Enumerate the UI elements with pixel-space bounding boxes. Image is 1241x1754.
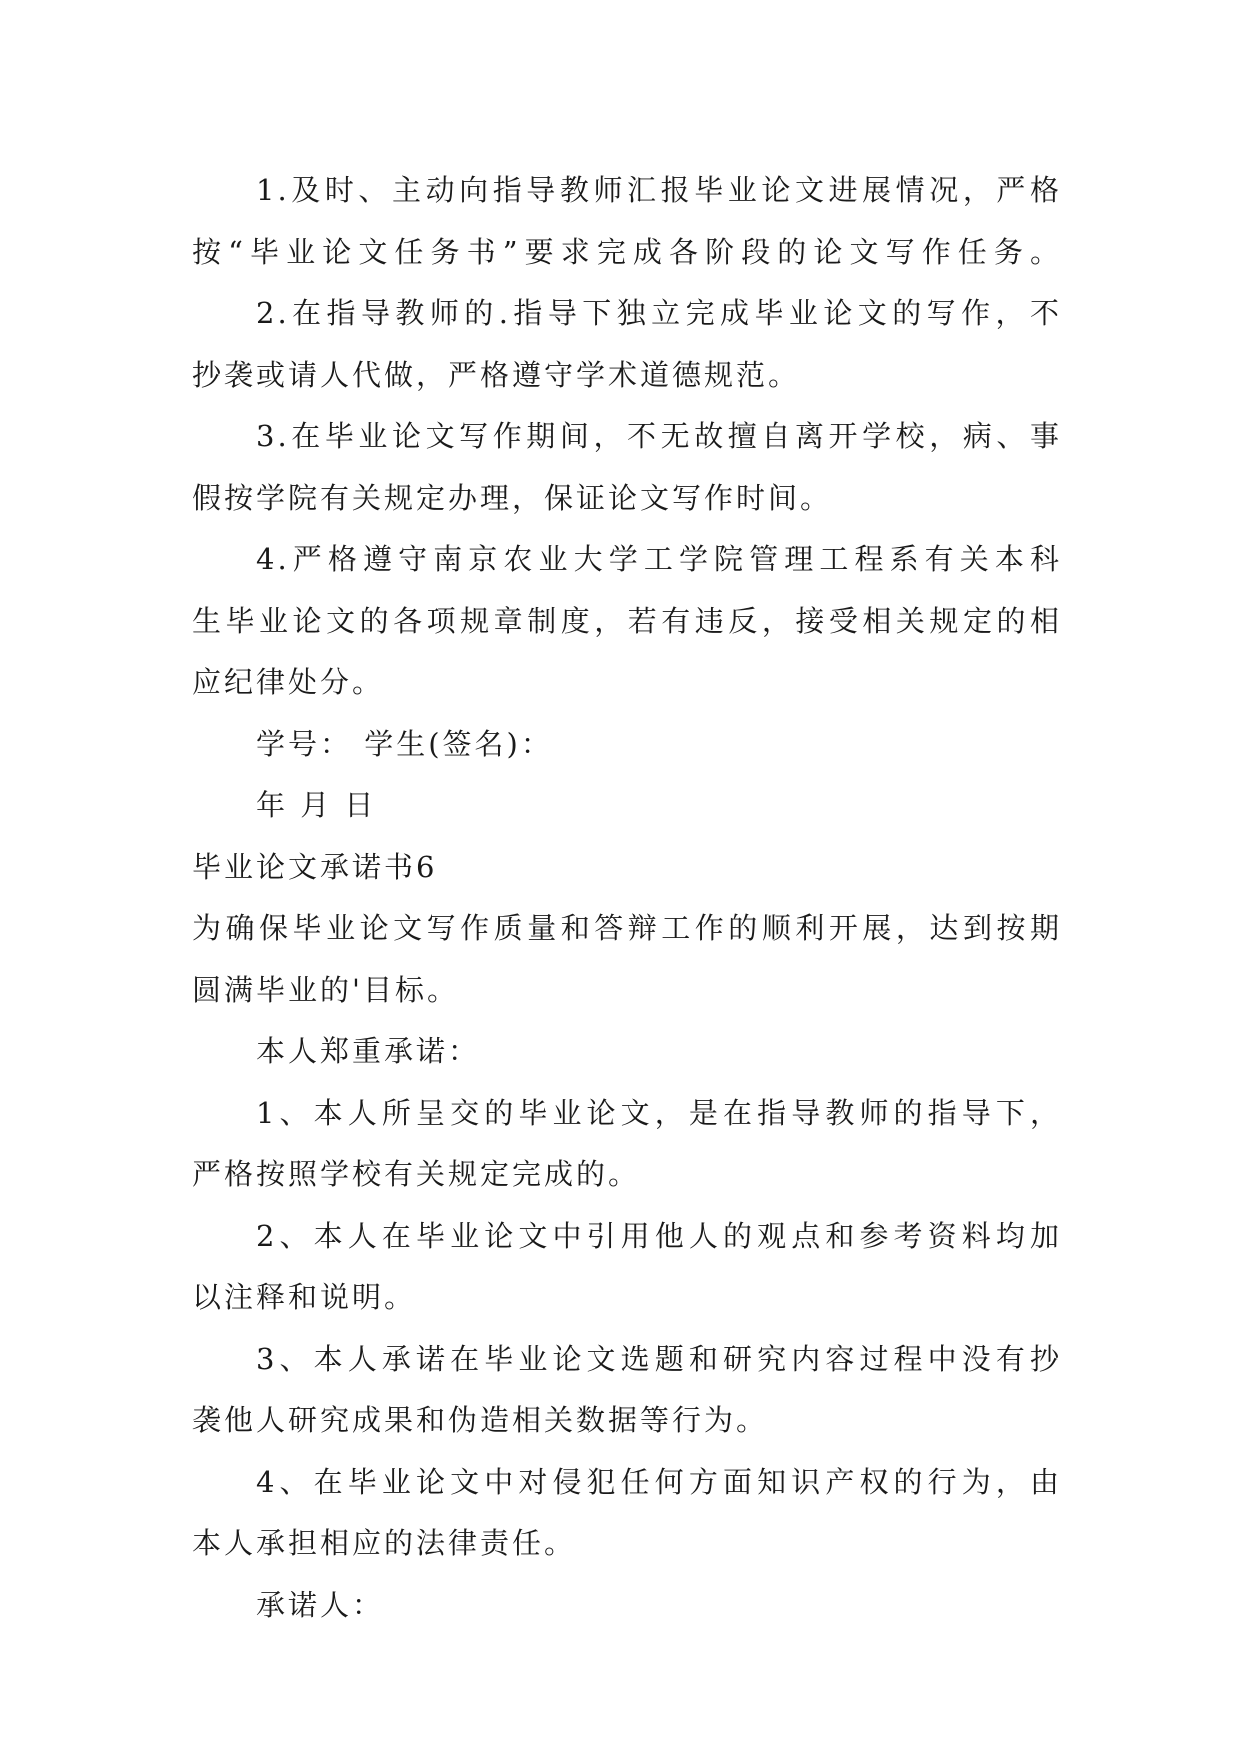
student-signature-line: 学号： 学生(签名)：: [256, 726, 553, 761]
text-line: 以注释和说明。: [192, 1280, 417, 1314]
text-line: 3、本人承诺在毕业论文选题和研究内容过程中没有抄: [256, 1341, 1062, 1376]
section-heading: 毕业论文承诺书6: [192, 849, 438, 884]
text-line: 严格按照学校有关规定完成的。: [192, 1157, 641, 1191]
text-line: 1、本人所呈交的毕业论文，是在指导教师的指导下，: [256, 1095, 1062, 1130]
text-line: 抄袭或请人代做，严格遵守学术道德规范。: [192, 357, 801, 392]
text-line: 生毕业论文的各项规章制度，若有违反，接受相关规定的相: [192, 603, 1062, 638]
text-line: 假按学院有关规定办理，保证论文写作时间。: [192, 480, 833, 515]
text-line: 按“毕业论文任务书”要求完成各阶段的论文写作任务。: [192, 234, 1062, 269]
text-line: 圆满毕业的'目标。: [192, 972, 459, 1007]
text-line: 3.在毕业论文写作期间，不无故擅自离开学校，病、事: [256, 419, 1062, 453]
text-line: 应纪律处分。: [192, 665, 385, 699]
promisor-signature-line: 承诺人：: [256, 1587, 385, 1622]
text-line: 4.严格遵守南京农业大学工学院管理工程系有关本科: [256, 542, 1062, 576]
text-line: 为确保毕业论文写作质量和答辩工作的顺利开展，达到按期: [192, 911, 1062, 945]
text-line: 2.在指导教师的.指导下独立完成毕业论文的写作，不: [256, 296, 1062, 330]
date-line: 年 月 日: [256, 788, 377, 822]
text-line: 本人承担相应的法律责任。: [192, 1526, 577, 1560]
document-body: [192, 160, 1062, 1636]
text-line: 本人郑重承诺：: [256, 1034, 481, 1068]
text-line: 4、在毕业论文中对侵犯任何方面知识产权的行为，由: [256, 1464, 1062, 1499]
text-line: 2、本人在毕业论文中引用他人的观点和参考资料均加: [256, 1218, 1062, 1253]
text-line: 1.及时、主动向指导教师汇报毕业论文进展情况，严格: [256, 173, 1062, 207]
text-line: 袭他人研究成果和伪造相关数据等行为。: [192, 1403, 769, 1437]
